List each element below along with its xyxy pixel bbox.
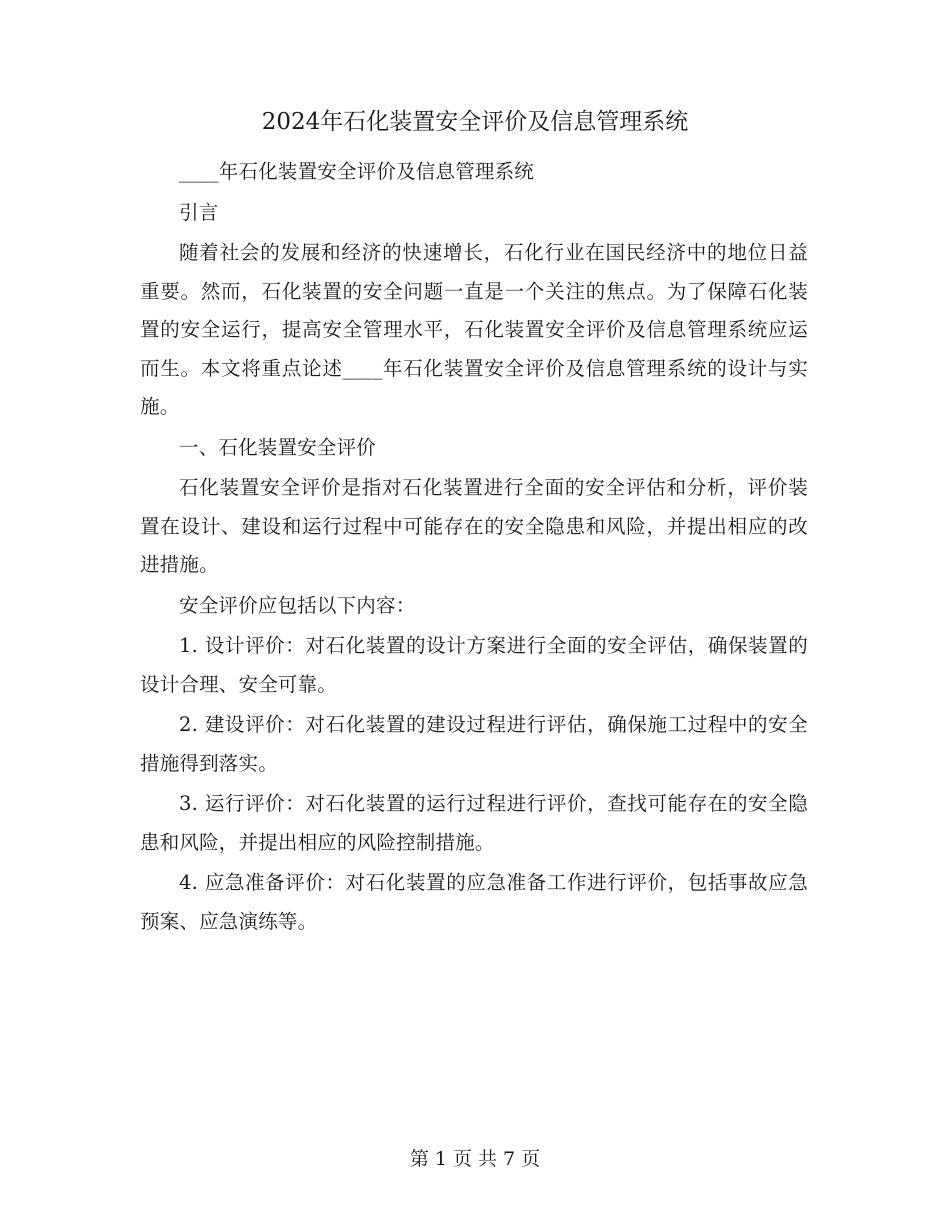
section-heading-introduction: 引言 [179, 200, 219, 224]
list-item: 1. 设计评价：对石化装置的设计方案进行全面的安全评估，确保装置的设计合理、安全可靠。 [140, 634, 808, 696]
document-body [140, 153, 808, 943]
section-heading-safety-evaluation: 一、石化装置安全评价 [179, 435, 377, 459]
list-item: 3. 运行评价：对石化装置的运行过程进行评价，查找可能存在的安全隐患和风险，并提出相应的风险控制措施。 [140, 792, 808, 854]
document-title: 2024年石化装置安全评价及信息管理系统 [261, 109, 689, 135]
body-paragraph: 安全评价应包括以下内容： [179, 593, 416, 617]
list-item: 4. 应急准备评价：对石化装置的应急准备工作进行评价，包括事故应急预案、应急演练等。 [140, 871, 808, 933]
list-item: 2. 建设评价：对石化装置的建设过程进行评估，确保施工过程中的安全措施得到落实。 [140, 713, 808, 775]
body-paragraph: 石化装置安全评价是指对石化装置进行全面的安全评估和分析，评价装置在设计、建设和运行过程中可能存在的安全隐患和风险，并提出相应的改进措施。 [140, 476, 808, 576]
page-number-footer: 第 1 页 共 7 页 [409, 1148, 541, 1170]
body-paragraph: 随着社会的发展和经济的快速增长，石化行业在国民经济中的地位日益重要。然而，石化装置的安全问题一直是一个关注的焦点。为了保障石化装置的安全运行，提高安全管理水平，石化装置安全评价及信息管理系统应运而生。本文将重点论述____年石化装置安全评价及信息管理系统的设计与实施。 [140, 241, 808, 418]
subtitle-paragraph: ____年石化装置安全评价及信息管理系统 [179, 160, 535, 183]
